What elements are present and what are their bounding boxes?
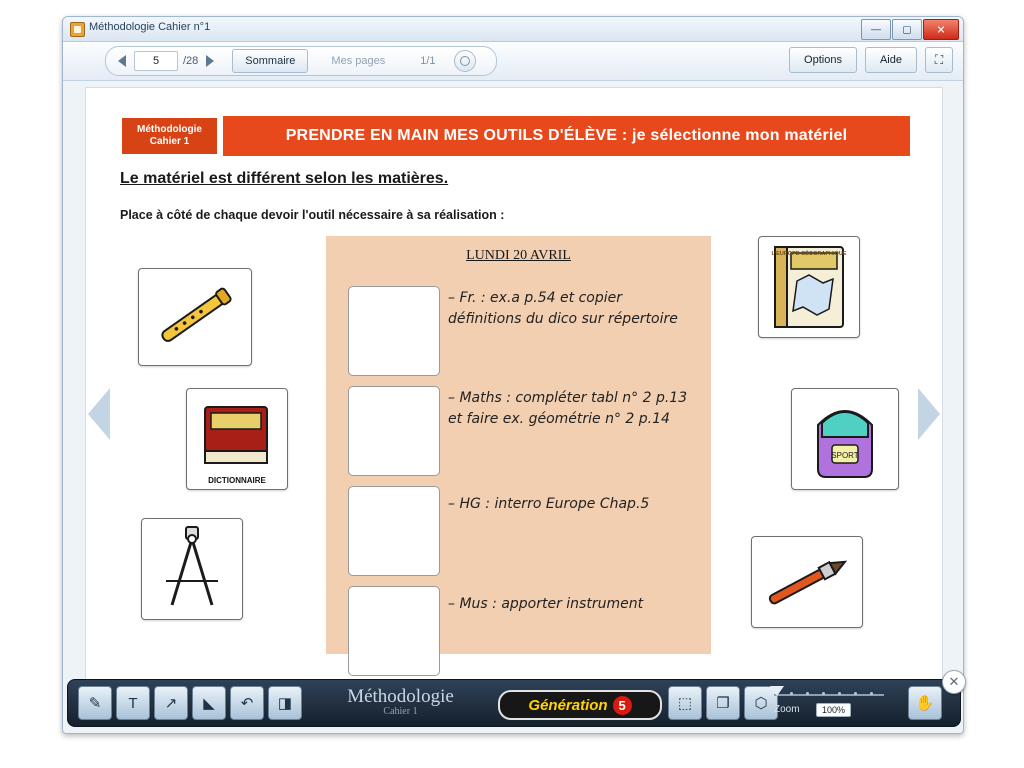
page-number-input[interactable]: 5 — [134, 51, 178, 71]
close-toolbar-button[interactable]: ✕ — [942, 670, 966, 694]
subpage-indicator: 1/1 — [420, 55, 436, 67]
drop-slot-2[interactable] — [348, 386, 440, 476]
hand-tool-button[interactable]: ✋ — [908, 686, 942, 720]
toolbar-right — [789, 47, 953, 73]
paint-brush-icon — [752, 537, 862, 627]
page-instruction: Place à côté de chaque devoir l'outil nécessaire à sa réalisation : — [120, 208, 505, 222]
header-tag-line2: Cahier 1 — [149, 136, 190, 147]
clipart-dictionary-book[interactable] — [186, 388, 288, 490]
brand-title — [313, 686, 488, 717]
drop-slot-1[interactable] — [348, 286, 440, 376]
application-window — [62, 16, 964, 734]
generation-logo-badge: 5 — [613, 696, 632, 715]
zoom-control[interactable] — [768, 686, 888, 720]
document-page — [85, 87, 943, 681]
app-icon — [70, 22, 85, 37]
page-header — [120, 116, 910, 156]
page-total-label: /28 — [183, 55, 199, 67]
arrow-tool-button[interactable]: ↗ — [154, 686, 188, 720]
clipart-geography-book[interactable] — [758, 236, 860, 338]
brand-subtitle: Cahier 1 — [383, 706, 418, 717]
svg-text:SPORT: SPORT — [831, 451, 859, 460]
agenda-date: LUNDI 20 AVRIL — [466, 248, 571, 263]
next-page-icon[interactable] — [206, 55, 214, 67]
dictionary-book-icon — [187, 389, 287, 489]
tab-sommaire[interactable]: Sommaire — [232, 49, 308, 73]
school-backpack-icon — [792, 389, 898, 489]
cube-tool-button[interactable]: ⬡ — [744, 686, 778, 720]
generation-logo — [498, 690, 662, 720]
clipart-compass[interactable] — [141, 518, 243, 620]
fullscreen-icon: ⛶ — [934, 52, 944, 67]
maximize-icon: ▢ — [902, 24, 912, 35]
task-text-2: – Maths : compléter tabl n° 2 p.13 et faire ex. géométrie n° 2 p.14 — [448, 390, 688, 427]
header-tag-line1: Méthodologie — [137, 124, 202, 135]
drop-slot-4[interactable] — [348, 586, 440, 676]
page-prev-arrow[interactable] — [88, 388, 110, 440]
previous-page-icon[interactable] — [118, 55, 126, 67]
task-text-3: – HG : interro Europe Chap.5 — [448, 496, 650, 512]
window-controls — [861, 19, 959, 38]
compass-drawing-icon — [142, 519, 242, 619]
minimize-button[interactable] — [861, 19, 891, 40]
page-navigator — [105, 46, 497, 76]
tab-mes-pages[interactable]: Mes pages — [331, 55, 386, 67]
highlight-tool-button[interactable]: ◨ — [268, 686, 302, 720]
maximize-button[interactable] — [892, 19, 922, 40]
minimize-icon: — — [871, 24, 881, 35]
options-button[interactable]: Options — [789, 47, 857, 73]
brand-title-text: Méthodologie — [347, 686, 454, 707]
help-button[interactable]: Aide — [865, 47, 917, 73]
clipart-backpack[interactable] — [791, 388, 899, 490]
close-button[interactable] — [923, 19, 959, 40]
geography-book-caption: L'EUROPE GÉOGRAPHIQUE — [771, 251, 847, 257]
text-tool-button[interactable]: T — [116, 686, 150, 720]
eraser-tool-button[interactable]: ◣ — [192, 686, 226, 720]
page-title: PRENDRE EN MAIN MES OUTILS D'ÉLÈVE : je sélectionne mon matériel — [223, 116, 910, 156]
window-title: Méthodologie Cahier n°1 — [89, 21, 211, 33]
close-icon: ✕ — [936, 24, 946, 36]
refresh-icon[interactable] — [454, 50, 476, 72]
page-next-arrow[interactable] — [918, 388, 940, 440]
duplicate-tool-button[interactable]: ❐ — [706, 686, 740, 720]
bottom-toolbar — [67, 674, 961, 727]
fullscreen-button[interactable] — [925, 47, 953, 73]
select-tool-button[interactable]: ✎ — [78, 686, 112, 720]
drop-slot-3[interactable] — [348, 486, 440, 576]
marquee-tool-button[interactable]: ⬚ — [668, 686, 702, 720]
task-text-4: – Mus : apporter instrument — [448, 596, 644, 612]
generation-logo-text: Génération — [528, 696, 608, 714]
navigation-bar — [63, 42, 963, 81]
clipart-paint-brush[interactable] — [751, 536, 863, 628]
undo-tool-button[interactable]: ↶ — [230, 686, 264, 720]
page-subtitle: Le matériel est différent selon les matières. — [120, 170, 449, 187]
zoom-slider-handle[interactable] — [770, 686, 784, 696]
title-bar — [63, 17, 963, 42]
recorder-flute-icon — [139, 269, 251, 365]
agenda-panel — [326, 236, 711, 654]
zoom-label: Zoom — [774, 704, 800, 715]
task-text-1: – Fr. : ex.a p.54 et copier définitions du dico sur répertoire — [448, 290, 678, 327]
header-tag — [120, 116, 219, 156]
dictionary-caption: DICTIONNAIRE — [208, 476, 266, 485]
clipart-recorder-flute[interactable] — [138, 268, 252, 366]
zoom-value: 100% — [816, 703, 851, 717]
